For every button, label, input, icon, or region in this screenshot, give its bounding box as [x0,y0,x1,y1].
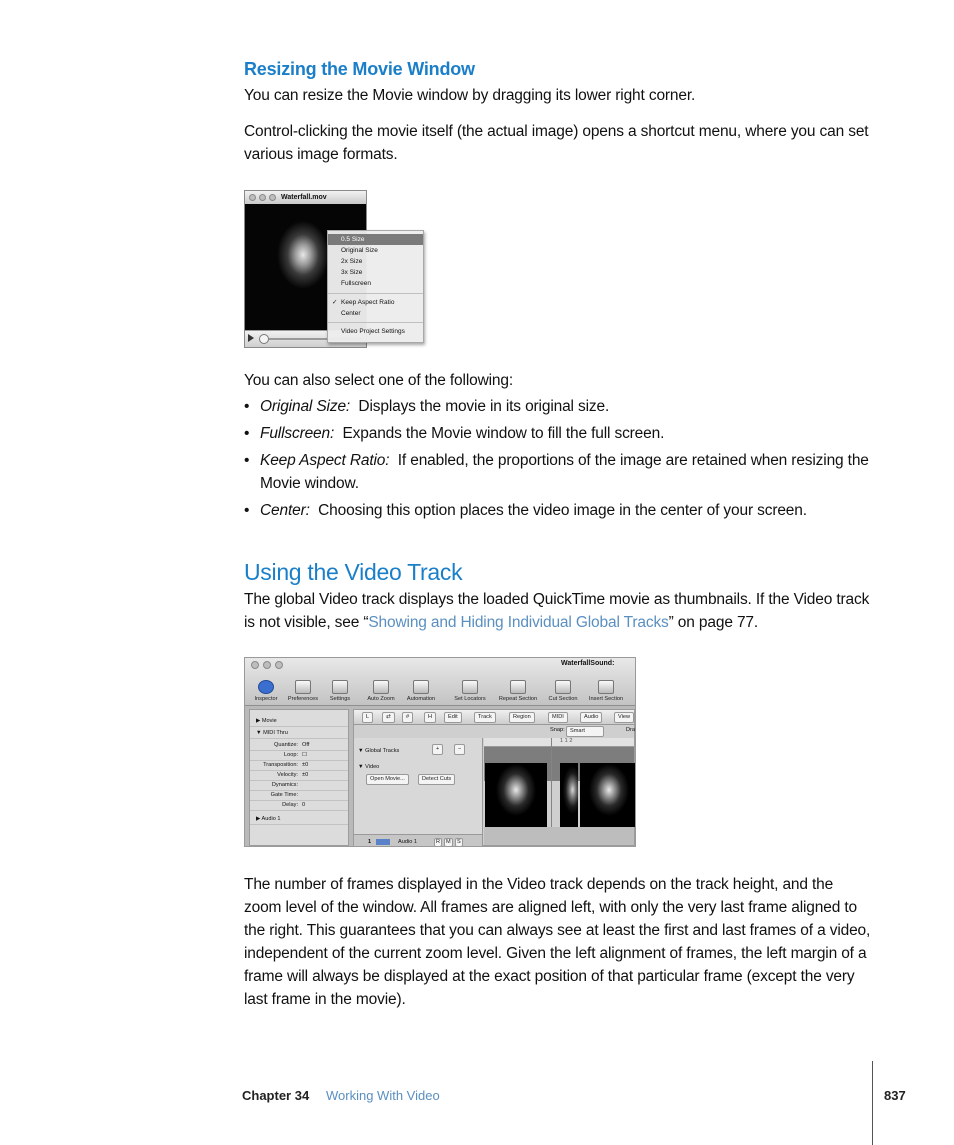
detect-cuts-button[interactable]: Detect Cuts [418,774,455,785]
movie-window-titlebar [245,191,366,205]
shortcut-menu [327,230,424,343]
menu-track[interactable]: Track [474,712,496,723]
set-locators-icon [462,680,478,694]
toggle-button[interactable]: L [362,712,373,723]
solo-button[interactable]: S [457,839,461,845]
list-term: Fullscreen: [260,425,335,442]
menu-item-3x-size[interactable]: 3x Size [341,269,363,276]
menu-item-2x-size[interactable]: 2x Size [341,258,363,265]
menu-separator [328,322,423,323]
info-icon [258,680,274,694]
add-track-button[interactable]: + [432,744,443,755]
menu-audio[interactable]: Audio [580,712,602,723]
list-desc: Expands the Movie window to fill the full screen. [342,425,665,442]
zoom-button[interactable] [269,194,276,201]
list-term: Original Size: [260,398,351,415]
zoom-button[interactable] [275,661,283,669]
list-desc: If enabled, the proportions of the image are retained when resizing the Movie window. [260,452,869,492]
inspector-section-audio1[interactable]: ▶ Audio 1 [250,814,348,825]
menu-midi[interactable]: MIDI [548,712,568,723]
bullet: • [244,398,250,415]
toolbar-insert-section[interactable]: Insert Section [583,680,629,702]
toggle-button[interactable]: ⇄ [382,712,395,723]
menu-separator [328,293,423,294]
inspector-row-quantize[interactable]: Quantize: Off [250,740,348,751]
menu-item-label: Keep Aspect Ratio [341,299,395,306]
logic-window-screenshot [244,657,636,847]
mute-button[interactable]: M [446,839,451,845]
paragraph-text: ” on page 77. [668,614,759,631]
menu-item-center[interactable]: Center [341,310,361,317]
open-movie-button[interactable]: Open Movie... [366,774,409,785]
video-thumbnail [580,763,636,827]
toolbar-preferences[interactable]: Preferences [285,680,321,702]
list-item [244,499,874,522]
snap-label: Snap: [550,727,565,733]
cut-section-icon [555,680,571,694]
insert-section-icon [598,680,614,694]
bar-ruler[interactable] [484,738,634,747]
audio-track-row[interactable] [354,834,482,847]
toolbar-settings[interactable]: Settings [325,680,355,702]
inspector-section-midi-thru[interactable]: ▼ MIDI Thru [250,728,348,739]
video-thumbnail [485,763,547,827]
inspector-row-transposition[interactable]: Transposition: ±0 [250,760,348,771]
settings-icon [332,680,348,694]
menu-item-video-project-settings[interactable]: Video Project Settings [341,328,405,335]
menu-region[interactable]: Region [509,712,535,723]
toolbar-repeat-section[interactable]: Repeat Section [493,680,543,702]
auto-zoom-icon [373,680,389,694]
toolbar-automation[interactable]: Automation [401,680,441,702]
toolbar-auto-zoom[interactable]: Auto Zoom [363,680,399,702]
arrange-area [353,709,635,846]
logic-window-title: WaterfallSound: [561,660,615,667]
inspector-row-dynamics[interactable]: Dynamics: [250,780,348,791]
toggle-button[interactable]: H [424,712,436,723]
remove-track-button[interactable]: − [454,744,465,755]
minimize-button[interactable] [263,661,271,669]
movie-window-title: Waterfall.mov [281,194,327,201]
menu-item-keep-aspect-ratio[interactable] [328,297,423,308]
ruler-mark: 1 1 2 [560,738,573,744]
arrange-toolbar [354,710,634,725]
inspector-panel [249,709,349,846]
track-list [354,738,483,845]
checkmark-icon: ✓ [332,299,338,306]
toolbar-cut-section[interactable]: Cut Section [543,680,583,702]
snap-select[interactable]: Smart [566,726,604,737]
playhead-knob[interactable] [259,334,269,344]
footer-divider [872,1061,873,1145]
paragraph-global-video [244,588,874,634]
automation-icon [413,680,429,694]
video-track-header[interactable]: ▼ Video [358,764,380,770]
main-toolbar [245,658,635,706]
paragraph-text: The global Video track displays the loaded QuickTime movie as thumbnails. If the Video track is not visible, see “ [244,591,870,631]
menu-item-half-size[interactable]: 0.5 Size [328,234,423,245]
drag-label: Dra [626,727,636,733]
track-name: Audio 1 [398,839,417,845]
paragraph-frames: The number of frames displayed in the Video track depends on the track height, and the zoom level of the window. All frames are aligned left, with only the very last frame aligned to the right. This guarantees that you can always see at least the first and last frames of a video, independent of the current zoom level. Given the left alignment of frames, the left margin of a frame will always be displayed at the exact position of that particular frame (except the very last frame in the movie). [244,876,871,1008]
menu-item-original-size[interactable]: Original Size [341,247,378,254]
audio-lane [484,827,634,845]
global-tracks-header[interactable]: ▼ Global Tracks [358,748,400,754]
inspector-row-gate-time[interactable]: Gate Time: [250,790,348,801]
menu-view[interactable]: View [614,712,634,723]
video-thumbnail [560,763,578,827]
list-term: Center: [260,502,310,519]
play-icon[interactable] [248,334,254,342]
section-heading-resizing: Resizing the Movie Window [244,59,475,79]
preferences-icon [295,680,311,694]
toolbar-inspector[interactable]: Inspector [251,680,281,702]
inspector-row-delay[interactable]: Delay: 0 [250,800,348,811]
list-desc: Displays the movie in its original size. [358,398,610,415]
list-item [244,449,874,495]
paragraph-resize: You can resize the Movie window by dragging its lower right corner. [244,87,696,104]
inspector-section-movie[interactable]: ▶ Movie [250,716,348,727]
waveform-icon [376,839,390,845]
track-number: 1 [368,839,372,845]
paragraph-control-click: Control-clicking the movie itself (the actual image) opens a shortcut menu, where you can set various image formats. [244,123,869,163]
repeat-section-icon [510,680,526,694]
toggle-button[interactable]: # [402,712,413,723]
list-item [244,395,874,418]
footer-chapter-title[interactable]: Working With Video [326,1088,440,1103]
bullet: • [244,452,250,469]
inspector-row-velocity[interactable]: Velocity: ±0 [250,770,348,781]
page-number: 837 [884,1088,906,1103]
close-button[interactable] [249,194,256,201]
link-showing-hiding-global-tracks[interactable]: Showing and Hiding Individual Global Tracks [368,614,669,631]
loop-checkbox[interactable]: ☐ [302,752,308,758]
bullet: • [244,425,250,442]
options-list [244,395,874,526]
menu-edit[interactable]: Edit [444,712,462,723]
toolbar-set-locators[interactable]: Set Locators [449,680,491,702]
list-item [244,422,874,445]
list-desc: Choosing this option places the video image in the center of your screen. [318,502,807,519]
minimize-button[interactable] [259,194,266,201]
list-intro: You can also select one of the following: [244,372,514,389]
bullet: • [244,502,250,519]
list-term: Keep Aspect Ratio: [260,452,390,469]
record-button[interactable]: R [436,839,441,845]
footer-chapter: Chapter 34 [242,1088,310,1103]
inspector-row-loop[interactable]: Loop: ☐ [250,750,348,761]
menu-item-fullscreen[interactable]: Fullscreen [341,280,371,287]
close-button[interactable] [251,661,259,669]
section-heading-video-track: Using the Video Track [244,559,463,585]
